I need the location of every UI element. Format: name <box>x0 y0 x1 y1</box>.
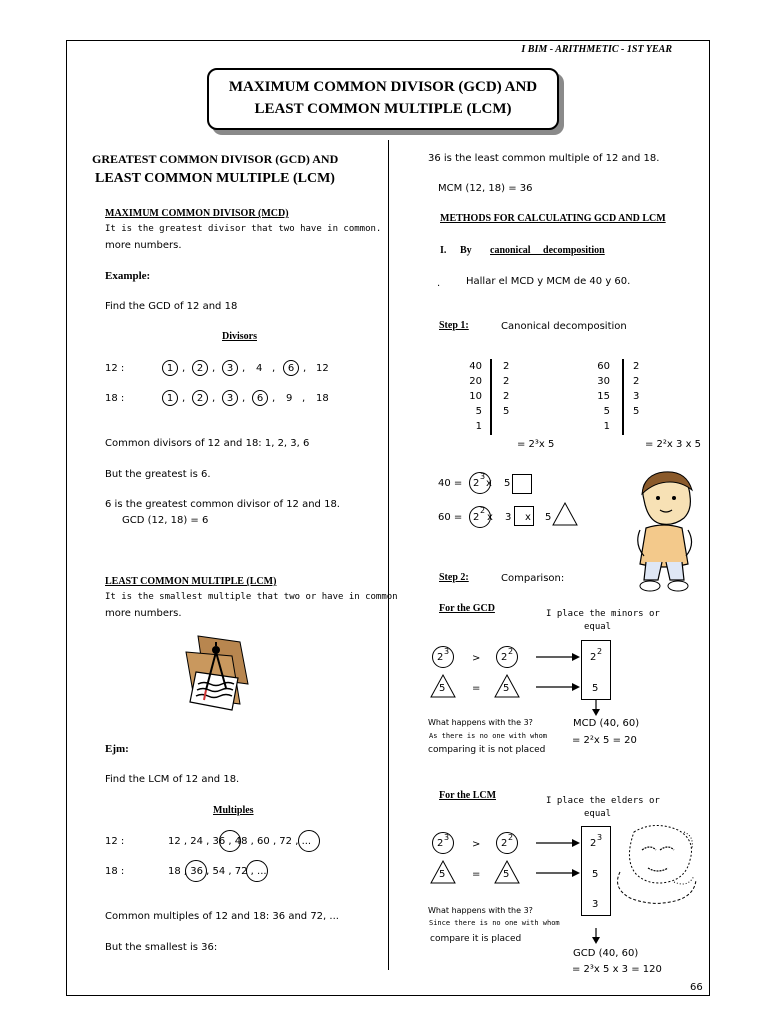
mcd-title: MAXIMUM COMMON DIVISOR (MCD) <box>105 208 289 219</box>
course-header: I BIM - ARITHMETIC - 1ST YEAR <box>521 44 672 55</box>
mcm-result: MCM (12, 18) = 36 <box>438 183 533 194</box>
divisor-18-2: 2 <box>192 390 208 406</box>
row-12-label: 12 : <box>105 363 125 374</box>
row-18-label: 18 : <box>105 393 125 404</box>
methods-title: METHODS FOR CALCULATING GCD AND LCM <box>440 213 666 224</box>
comma: , <box>182 363 186 374</box>
gcd-note-2: equal <box>584 622 612 632</box>
method-1-by: By <box>460 245 472 256</box>
square-placeholder <box>512 474 532 494</box>
lcm-definition-2: more numbers. <box>105 608 182 619</box>
greater-than: > <box>472 653 481 664</box>
exponent-2: 2 <box>508 833 514 842</box>
lcm-title: LEAST COMMON MULTIPLE (LCM) <box>105 576 277 587</box>
base-2: 2 <box>590 652 597 663</box>
equals-sign: = <box>472 683 481 694</box>
base-2: 2 <box>501 652 508 663</box>
decomp-60-left-3: 5 <box>603 406 610 417</box>
factor-5: 5 <box>545 512 552 523</box>
lcm-note-2: equal <box>584 809 612 819</box>
base-2: 2 <box>437 838 444 849</box>
decomp-60-right-3: 5 <box>633 406 640 417</box>
base-2: 2 <box>437 652 444 663</box>
down-arrow-gcd <box>591 700 601 716</box>
common-divisors: Common divisors of 12 and 18: 1, 2, 3, 6 <box>105 438 310 449</box>
lcm-definition-1: It is the smallest multiple that two or have in common <box>105 592 398 602</box>
down-arrow-lcm <box>591 928 601 944</box>
comma: , <box>212 393 216 404</box>
times-sign: x <box>486 478 492 489</box>
divisor-18-18: 18 <box>316 393 329 404</box>
lcm-task: Find the LCM of 12 and 18. <box>105 774 240 785</box>
eq-60-prefix: 60 = <box>438 512 463 523</box>
lcm-40-60-value: = 2³x 5 x 3 = 120 <box>572 964 662 975</box>
decomp-60-left-1: 30 <box>597 376 610 387</box>
gcd-question-1: What happens with the 3? <box>428 718 533 727</box>
gcd-result: GCD (12, 18) = 6 <box>122 515 209 526</box>
step-2-text: Comparison: <box>501 573 565 584</box>
page-number: 66 <box>690 982 703 993</box>
factor-5: 5 <box>504 478 511 489</box>
gcd-for-label: For the GCD <box>439 603 495 614</box>
lcm-question-2: Since there is no one with whom <box>429 919 560 927</box>
comma: , <box>242 363 246 374</box>
lcm-40-60: GCD (40, 60) <box>573 948 639 959</box>
lcm-note-1: I place the elders or <box>546 796 660 806</box>
divisor-18-6: 6 <box>252 390 268 406</box>
decomp-40-right-0: 2 <box>503 361 510 372</box>
greater-than: > <box>472 839 481 850</box>
base-2: 2 <box>473 512 480 523</box>
decomp-40-left-4: 1 <box>475 421 482 432</box>
gcd-note-1: I place the minors or <box>546 609 660 619</box>
exponent-3: 3 <box>444 833 450 842</box>
left-heading-1: GREATEST COMMON DIVISOR (GCD) AND <box>92 152 339 166</box>
decomp-40-left-2: 10 <box>469 391 482 402</box>
circle-ellipsis-18 <box>246 860 268 882</box>
equals-sign: = <box>472 869 481 880</box>
decomp-60-right-1: 2 <box>633 376 640 387</box>
divisor-18-9: 9 <box>286 393 293 404</box>
method-1-name: canonical decomposition <box>490 245 605 256</box>
circle-36-18 <box>185 860 207 882</box>
multiples-label: Multiples <box>213 805 254 816</box>
decomp-40-left-1: 20 <box>469 376 482 387</box>
decomp-40-divider <box>490 359 492 435</box>
multiples-18: 18 , 36 , 54 , 72 , ... <box>168 866 267 877</box>
thinking-character-clipart <box>614 822 700 904</box>
factor-5: 5 <box>439 683 446 694</box>
method-1-number: I. <box>440 245 447 256</box>
step-1-text: Canonical decomposition <box>501 321 627 332</box>
mcd-definition-2: more numbers. <box>105 240 182 251</box>
arrows-gcd <box>536 652 580 696</box>
factor-5: 5 <box>439 869 446 880</box>
exponent-2: 2 <box>597 647 603 656</box>
lcm-for-label: For the LCM <box>439 790 497 801</box>
lcm-question-1: What happens with the 3? <box>428 906 533 915</box>
decomp-60-left-2: 15 <box>597 391 610 402</box>
title-box <box>207 68 559 130</box>
base-2: 2 <box>590 838 597 849</box>
title-line-1: MAXIMUM COMMON DIVISOR (GCD) AND <box>228 79 538 95</box>
row-18-label: 18 : <box>105 866 125 877</box>
divisor-12-3: 3 <box>222 360 238 376</box>
times-sign: x <box>525 512 531 523</box>
comma: , <box>212 363 216 374</box>
boy-clipart <box>628 466 698 598</box>
divisor-18-1: 1 <box>162 390 178 406</box>
divisor-12-12: 12 <box>316 363 329 374</box>
divisor-12-6: 6 <box>283 360 299 376</box>
divisors-label: Divisors <box>222 331 257 342</box>
decomp-40-right-1: 2 <box>503 376 510 387</box>
base-2: 2 <box>501 838 508 849</box>
square-placeholder <box>514 506 534 526</box>
factor-5: 5 <box>592 869 599 880</box>
decomp-60-right-0: 2 <box>633 361 640 372</box>
lcm-conclusion: 36 is the least common multiple of 12 and 18. <box>428 153 660 164</box>
factor-5: 5 <box>503 683 510 694</box>
title-line-2: LEAST COMMON MULTIPLE (LCM) <box>254 101 512 117</box>
exponent-3: 3 <box>444 647 450 656</box>
result-60: = 2²x 3 x 5 <box>645 439 702 450</box>
row-12-label: 12 : <box>105 836 125 847</box>
factor-5: 5 <box>503 869 510 880</box>
decomp-60-right-2: 3 <box>633 391 640 402</box>
hallar-task: Hallar el MCD y MCM de 40 y 60. <box>466 276 631 287</box>
divisor-12-1: 1 <box>162 360 178 376</box>
eq-40-prefix: 40 = <box>438 478 463 489</box>
gcd-conclusion: 6 is the greatest common divisor of 12 and 18. <box>105 499 340 510</box>
decomp-40-left-0: 40 <box>469 361 482 372</box>
comma: , <box>272 363 276 374</box>
exponent-3: 3 <box>480 472 486 481</box>
mcd-40-60: MCD (40, 60) <box>573 718 640 729</box>
divisor-18-3: 3 <box>222 390 238 406</box>
greatest-statement: But the greatest is 6. <box>105 469 211 480</box>
times-sign: x <box>487 512 493 523</box>
step-2-label: Step 2: <box>439 572 469 583</box>
exponent-2: 2 <box>480 506 486 515</box>
triangle-placeholder <box>552 502 578 526</box>
ejm-label: Ejm: <box>105 743 129 755</box>
list-dot: . <box>437 278 441 289</box>
circle-ellipsis-12 <box>298 830 320 852</box>
gcd-question-2: As there is no one with whom <box>429 732 548 740</box>
step-1-label: Step 1: <box>439 320 469 331</box>
exponent-3: 3 <box>597 833 603 842</box>
mcd-40-60-value: = 2²x 5 = 20 <box>572 735 637 746</box>
arrows-lcm <box>536 838 580 882</box>
gcd-question-3: comparing it is not placed <box>428 745 546 755</box>
lcm-question-3: compare it is placed <box>430 934 522 944</box>
factor-3: 3 <box>592 899 599 910</box>
multiples-12: 12 , 24 , 36 , 48 , 60 , 72 , ... <box>168 836 312 847</box>
decomp-60-left-4: 1 <box>603 421 610 432</box>
column-divider <box>388 140 389 970</box>
comma: , <box>302 393 306 404</box>
factor-3: 3 <box>505 512 512 523</box>
smallest-statement: But the smallest is 36: <box>105 942 218 953</box>
example-label: Example: <box>105 270 151 282</box>
comma: , <box>182 393 186 404</box>
decomp-60-left-0: 60 <box>597 361 610 372</box>
decomp-40-right-3: 5 <box>503 406 510 417</box>
mcd-definition-1: It is the greatest divisor that two have in common. <box>105 224 382 234</box>
exponent-2: 2 <box>508 647 514 656</box>
comma: , <box>272 393 276 404</box>
divisor-12-4: 4 <box>256 363 263 374</box>
book-compass-clipart <box>180 632 252 714</box>
comma: , <box>242 393 246 404</box>
base-2: 2 <box>473 478 480 489</box>
result-40: = 2³x 5 <box>517 439 555 450</box>
left-heading-2: LEAST COMMON MULTIPLE (LCM) <box>95 171 335 186</box>
comma: , <box>303 363 307 374</box>
common-multiples: Common multiples of 12 and 18: 36 and 72, ... <box>105 911 339 922</box>
gcd-task: Find the GCD of 12 and 18 <box>105 301 238 312</box>
decomp-60-divider <box>622 359 624 435</box>
decomp-40-left-3: 5 <box>475 406 482 417</box>
circle-36-12 <box>219 830 241 852</box>
factor-5: 5 <box>592 683 599 694</box>
decomp-40-right-2: 2 <box>503 391 510 402</box>
divisor-12-2: 2 <box>192 360 208 376</box>
